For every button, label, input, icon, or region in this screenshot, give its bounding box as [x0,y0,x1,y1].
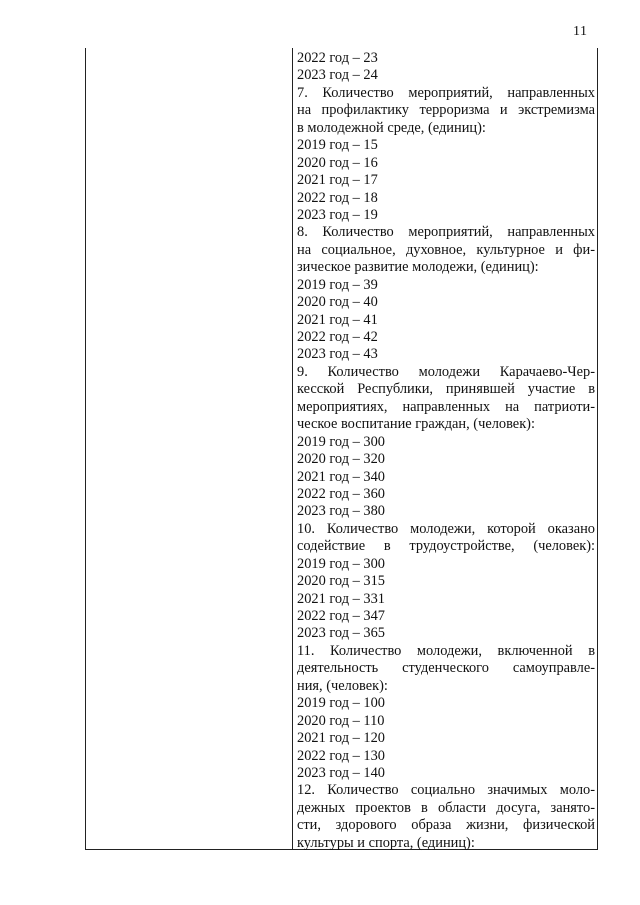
text-line: 2021 год – 340 [297,468,386,485]
text-line: 11. Количество молодежи, включенной в [297,642,595,659]
text-line: 2023 год – 24 [297,67,378,84]
text-line: 2019 год – 300 [297,555,386,572]
text-line: культуры и спорта, (единиц): [297,834,475,851]
text-line: мероприятиях, направленных на патриоти- [297,398,595,415]
text-line: 7. Количество мероприятий, направленных [297,84,595,101]
text-line: 2023 год – 380 [297,503,386,520]
table-left-column [86,48,293,849]
text-line: 2021 год – 17 [297,172,378,189]
text-line: 2020 год – 110 [297,712,385,729]
text-line: кесской Республики, принявшей участие в [297,381,595,398]
text-line: дежных проектов в области досуга, занято- [297,799,595,816]
text-line: на профилактику терроризма и экстремизма [297,102,595,119]
text-line: в молодежной среде, (единиц): [297,119,486,136]
text-line: 2022 год – 360 [297,485,386,502]
text-line: 2022 год – 347 [297,608,386,624]
text-line: 2023 год – 365 [297,625,386,642]
text-line: 2019 год – 39 [297,276,378,293]
text-line: 12. Количество социально значимых моло- [297,782,595,799]
text-line: 2020 год – 320 [297,451,386,468]
text-line: 2021 год – 41 [297,311,378,328]
text-line: 2021 год – 331 [297,590,386,607]
text-line: содействие в трудоустройстве, (человек): [297,538,595,555]
text-line: 2022 год – 18 [297,189,378,206]
text-line: 2019 год – 100 [297,695,386,712]
document-table [85,48,598,850]
text-line: 2020 год – 315 [297,573,386,590]
text-line: 2022 год – 23 [297,50,378,66]
text-line: 2023 год – 43 [297,346,378,363]
text-line: 2020 год – 16 [297,154,378,171]
text-line: 2021 год – 120 [297,730,386,747]
table-right-column [293,48,598,849]
text-line: 2022 год – 42 [297,329,378,345]
text-line: 9. Количество молодежи Карачаево-Чер- [297,363,595,380]
text-line: на социальное, духовное, культурное и фи- [297,241,595,258]
text-line: ния, (человек): [297,677,388,694]
text-line: 2020 год – 40 [297,294,378,311]
text-line: сти, здорового образа жизни, физической [297,817,595,834]
text-line: 8. Количество мероприятий, направленных [297,224,595,241]
text-line: зическое развитие молодежи, (единиц): [297,259,539,276]
text-line: деятельность студенческого самоуправле- [297,660,595,677]
text-line: 2023 год – 19 [297,206,378,223]
text-line: 2019 год – 300 [297,433,386,450]
page-number: 11 [573,24,588,39]
text-line: ческое воспитание граждан, (человек): [297,416,535,433]
text-line: 10. Количество молодежи, которой оказано [297,520,595,537]
text-line: 2023 год – 140 [297,764,386,781]
text-line: 2019 год – 15 [297,137,378,154]
text-line: 2022 год – 130 [297,747,386,764]
